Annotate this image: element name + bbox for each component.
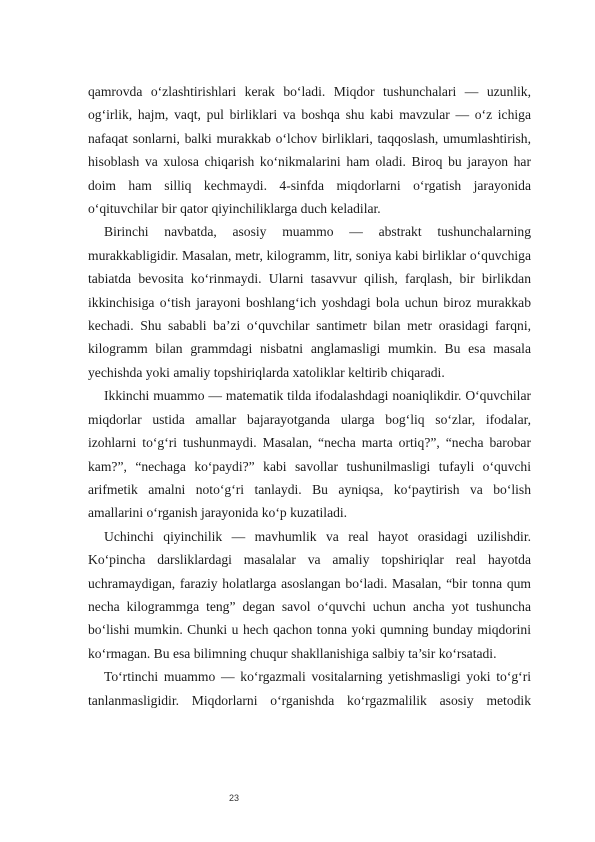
page-number: 23 (229, 793, 240, 803)
page-body (88, 80, 531, 712)
paragraph: To‘rtinchi muammo — ko‘rgazmali vositalarning yetishmasligi yoki to‘g‘ri tanlanmasligidir. Miqdorlarni o‘rganishda ko‘rgazmalilik asosiy metodik (88, 669, 531, 708)
paragraph: qamrovda o‘zlashtirishlari kerak bo‘ladi. Miqdor tushunchalari — uzunlik, og‘irlik, hajm, vaqt, pul birliklari va boshqa shu kabi mavzular — o‘z ichiga nafaqat sonlarni, balki murakkab o‘lchov birliklari, taqqoslash, umumlashtirish, hisoblash va xulosa chiqarish ko‘nikmalarini ham oladi. Biroq bu jarayon har doim ham silliq kechmaydi. 4-sinfda miqdorlarni o‘rgatish jarayonida o‘qituvchilar bir qator qiyinchiliklarga duch keladilar. (88, 84, 531, 217)
paragraph: Birinchi navbatda, asosiy muammo — abstrakt tushunchalarning murakkabligidir. Masalan, metr, kilogramm, litr, soniya kabi birliklar o‘quvchiga tabiatda bevosita ko‘rinmaydi. Ularni tasavvur qilish, farqlash, bir birlikdan ikkinchisiga o‘tish jarayoni boshlang‘ich yoshdagi bola uchun biroz murakkab kechadi. Shu sababli ba’zi o‘quvchilar santimetr bilan metr orasidagi farqni, kilogramm bilan grammdagi nisbatni anglamasligi mumkin. Bu esa masala yechishda yoki amaliy topshiriqlarda xatoliklar keltirib chiqaradi. (88, 224, 531, 380)
paragraph: Uchinchi qiyinchilik — mavhumlik va real hayot orasidagi uzilishdir. Ko‘pincha darsliklardagi masalalar va amaliy topshiriqlar real hayotda uchramaydigan, faraziy holatlarga asoslangan bo‘ladi. Masalan, “bir tonna qum necha kilogrammga teng” degan savol o‘quvchi uchun ancha yot tushuncha bo‘lishi mumkin. Chunki u hech qachon tonna yoki qumning bunday miqdorini ko‘rmagan. Bu esa bilimning chuqur shakllanishiga salbiy ta’sir ko‘rsatadi. (88, 528, 531, 661)
paragraph: Ikkinchi muammo — matematik tilda ifodalashdagi noaniqlikdir. O‘quvchilar miqdorlar ustida amallar bajarayotganda ularga bog‘liq so‘zlar, ifodalar, izohlarni to‘g‘ri tushunmaydi. Masalan, “necha marta ortiq?”, “necha barobar kam?”, “nechaga ko‘paydi?” kabi savollar tushunilmasligi tufayli o‘quvchi arifmetik amalni noto‘g‘ri tanlaydi. Bu ayniqsa, ko‘paytirish va bo‘lish amallarini o‘rganish jarayonida ko‘p kuzatiladi. (88, 388, 531, 521)
